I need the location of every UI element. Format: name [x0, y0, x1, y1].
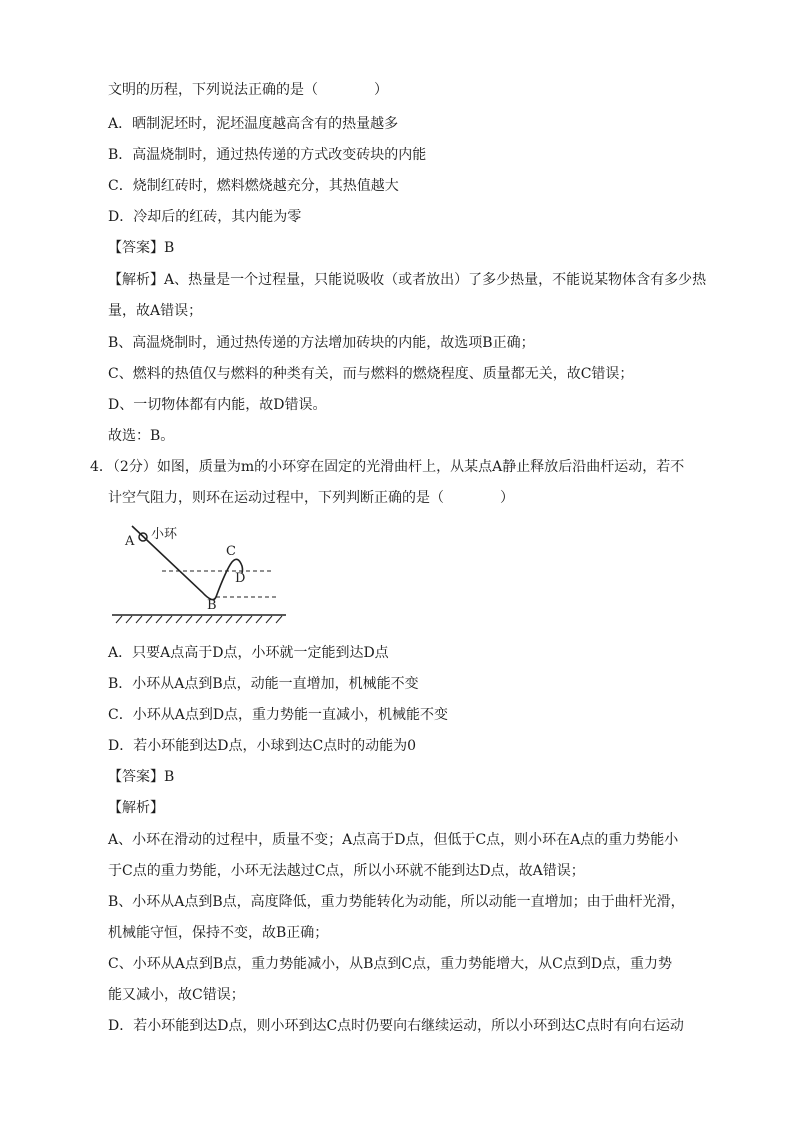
q3-analysis-line: D、一切物体都有内能，故D错误。 — [108, 397, 327, 413]
q4-analysis-line: A、小环在滑动的过程中，质量不变；A点高于D点，但低于C点，则小环在A点的重力势能小 — [108, 832, 679, 848]
q4-analysis-line: 能又减小，故C错误； — [108, 987, 245, 1003]
q4-option-b: B．小环从A点到B点，动能一直增加，机械能不变 — [108, 676, 419, 692]
q4-analysis-line: 机械能守恒，保持不变，故B正确； — [108, 925, 329, 941]
q3-analysis-line: 故选：B。 — [108, 428, 175, 444]
q3-option-a: A．晒制泥坯时，泥坯温度越高含有的热量越多 — [108, 116, 399, 132]
q3-option-d: D．冷却后的红砖，其内能为零 — [108, 209, 302, 225]
label-ring: 小环 — [151, 527, 178, 542]
label-c: C — [226, 544, 236, 559]
q3-option-c: C．烧制红砖时，燃料燃烧越充分，其热值越大 — [108, 178, 399, 194]
label-d: D — [235, 571, 246, 586]
q4-option-d: D．若小环能到达D点，小球到达C点时的动能为0 — [108, 738, 417, 754]
q3-analysis-line: B、高温烧制时，通过热传递的方法增加砖块的内能，故选项B正确； — [108, 335, 535, 351]
q4-analysis-line: 于C点的重力势能，小环无法越过C点，所以小环就不能到达D点，故A错误； — [108, 863, 585, 879]
q4-analysis-line: D．若小环能到达D点，则小环到达C点时仍要向右继续运动，所以小环到达C点时有向右运动 — [108, 1018, 684, 1034]
q4-stem-line: 计空气阻力，则环在运动过程中，下列判断正确的是（ ） — [108, 490, 514, 506]
q3-option-b: B．高温烧制时，通过热传递的方式改变砖块的内能 — [108, 147, 427, 163]
q4-analysis-line: B、小环从A点到B点，高度降低，重力势能转化为动能，所以动能一直增加；由于曲杆光滑， — [108, 894, 685, 910]
ring-on-curved-rod-diagram — [108, 522, 290, 626]
q3-analysis-line: 【解析】A、热量是一个过程量，只能说吸收（或者放出）了多少热量，不能说某物体含有多少热 — [108, 272, 707, 288]
label-b: B — [207, 598, 217, 613]
q3-stem-tail: 文明的历程，下列说法正确的是（ ） — [108, 82, 388, 98]
q4-stem-line: 4．（2分）如图，质量为m的小环穿在固定的光滑曲杆上，从某点A静止释放后沿曲杆运动，若不 — [90, 459, 685, 475]
q3-analysis-line: C、燃料的热值仅与燃料的种类有关，而与燃料的燃烧程度、质量都无关，故C错误； — [108, 366, 634, 382]
q3-analysis-line: 量，故A错误； — [108, 303, 203, 319]
q4-analysis-title: 【解析】 — [108, 800, 164, 816]
q4-answer: 【答案】B — [108, 769, 175, 785]
q3-answer: 【答案】B — [108, 240, 175, 256]
q4-option-a: A．只要A点高于D点，小环就一定能到达D点 — [108, 645, 389, 661]
label-a: A — [125, 534, 135, 549]
q4-option-c: C．小环从A点到D点，重力势能一直减小，机械能不变 — [108, 707, 449, 723]
q4-analysis-line: C、小环从A点到B点，重力势能减小，从B点到C点，重力势能增大，从C点到D点，重力势 — [108, 956, 673, 972]
